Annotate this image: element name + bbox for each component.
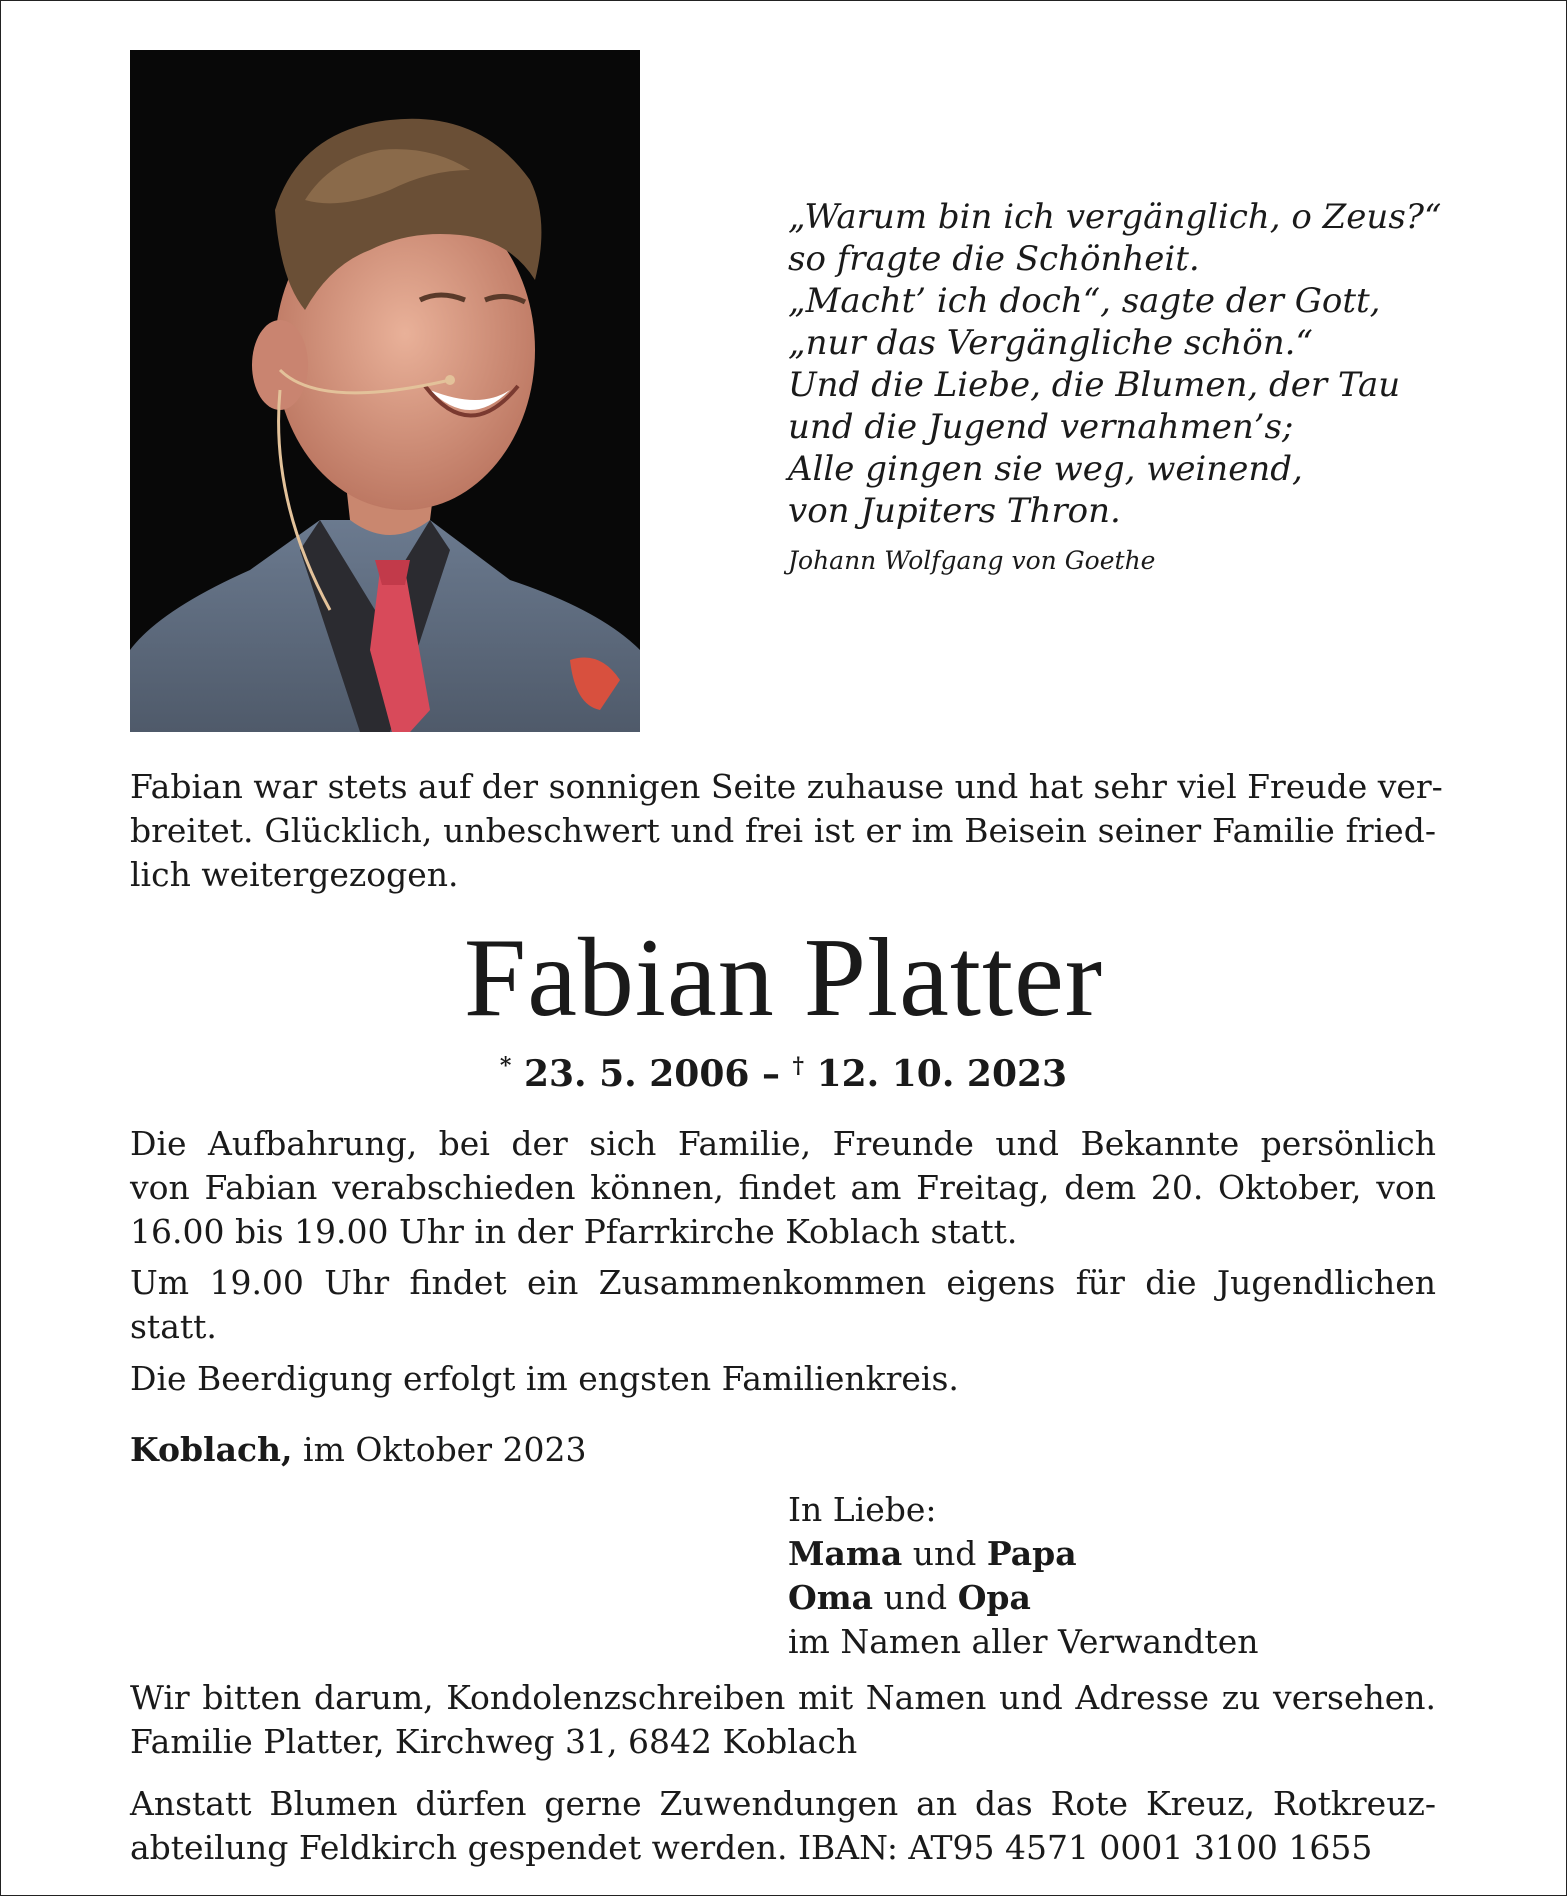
youth-gathering-paragraph xyxy=(130,1261,1436,1349)
signature-grandparents: Oma und Opa xyxy=(788,1578,1031,1617)
text-line: Die Beerdigung erfolgt im engsten Familienkreis. xyxy=(130,1359,959,1398)
text-line: Fabian war stets auf der sonnigen Seite zuhause und hat sehr viel Freude ver- xyxy=(130,767,1443,806)
text-line: von Fabian verabschieden können, findet am Freitag, dem 20. Oktober, von xyxy=(130,1168,1436,1207)
date-separator: – xyxy=(761,1053,780,1095)
birth-date: 23. 5. 2006 xyxy=(523,1053,750,1095)
condolence-note xyxy=(130,1676,1436,1764)
viewing-paragraph xyxy=(130,1122,1436,1254)
signature-closing: im Namen aller Verwandten xyxy=(788,1622,1259,1661)
birth-symbol: * xyxy=(499,1053,512,1079)
text-line: 16.00 bis 19.00 Uhr in der Pfarrkirche Koblach statt. xyxy=(130,1212,1018,1251)
text-line: lich weitergezogen. xyxy=(130,855,459,894)
text-line: statt. xyxy=(130,1307,217,1346)
deceased-name: Fabian Platter xyxy=(463,916,1104,1040)
signature-intro: In Liebe: xyxy=(788,1490,937,1529)
iban-line: abteilung Feldkirch gespendet werden. IBAN: AT95 4571 0001 3100 1655 xyxy=(130,1828,1373,1867)
quote-line: Und die Liebe, die Blumen, der Tau xyxy=(788,365,1401,405)
burial-paragraph xyxy=(130,1357,1436,1401)
text-line: Anstatt Blumen dürfen gerne Zuwendungen an das Rote Kreuz, Rotkreuz- xyxy=(130,1784,1436,1823)
donation-note xyxy=(130,1782,1436,1870)
intro-paragraph xyxy=(130,765,1443,897)
quote-line: „nur das Vergängliche schön.“ xyxy=(788,323,1313,363)
goethe-quote xyxy=(788,196,1441,578)
quote-line: Alle gingen sie weg, weinend, xyxy=(788,449,1303,489)
text-line: Um 19.00 Uhr findet ein Zusammenkommen eigens für die Jugendlichen xyxy=(130,1263,1436,1302)
death-date: 12. 10. 2023 xyxy=(816,1053,1068,1095)
quote-line: „Warum bin ich vergänglich, o Zeus?“ xyxy=(788,197,1442,237)
signature-block xyxy=(788,1488,1258,1664)
quote-line: und die Jugend vernahmen’s; xyxy=(788,407,1294,447)
text-line: Wir bitten darum, Kondolenzschreiben mit Namen und Adresse zu versehen. xyxy=(130,1678,1436,1717)
portrait-photo xyxy=(130,50,640,732)
death-symbol: † xyxy=(792,1053,805,1079)
quote-line: von Jupiters Thron. xyxy=(788,491,1121,531)
quote-line: „Macht’ ich doch“, sagte der Gott, xyxy=(788,281,1381,321)
quote-author: Johann Wolfgang von Goethe xyxy=(788,546,1156,575)
address-line: Familie Platter, Kirchweg 31, 6842 Koblach xyxy=(130,1722,858,1761)
text-line: breitet. Glücklich, unbeschwert und frei ist er im Beisein seiner Familie fried- xyxy=(130,811,1436,850)
signature-parents: Mama und Papa xyxy=(788,1534,1077,1573)
place-date: im Oktober 2023 xyxy=(303,1430,587,1469)
life-dates xyxy=(0,1043,1567,1097)
text-line: Die Aufbahrung, bei der sich Familie, Freunde und Bekannte persönlich xyxy=(130,1124,1436,1163)
quote-line: so fragte die Schönheit. xyxy=(788,239,1200,279)
place-date-line xyxy=(130,1428,1436,1472)
place-town: Koblach, xyxy=(130,1430,293,1469)
